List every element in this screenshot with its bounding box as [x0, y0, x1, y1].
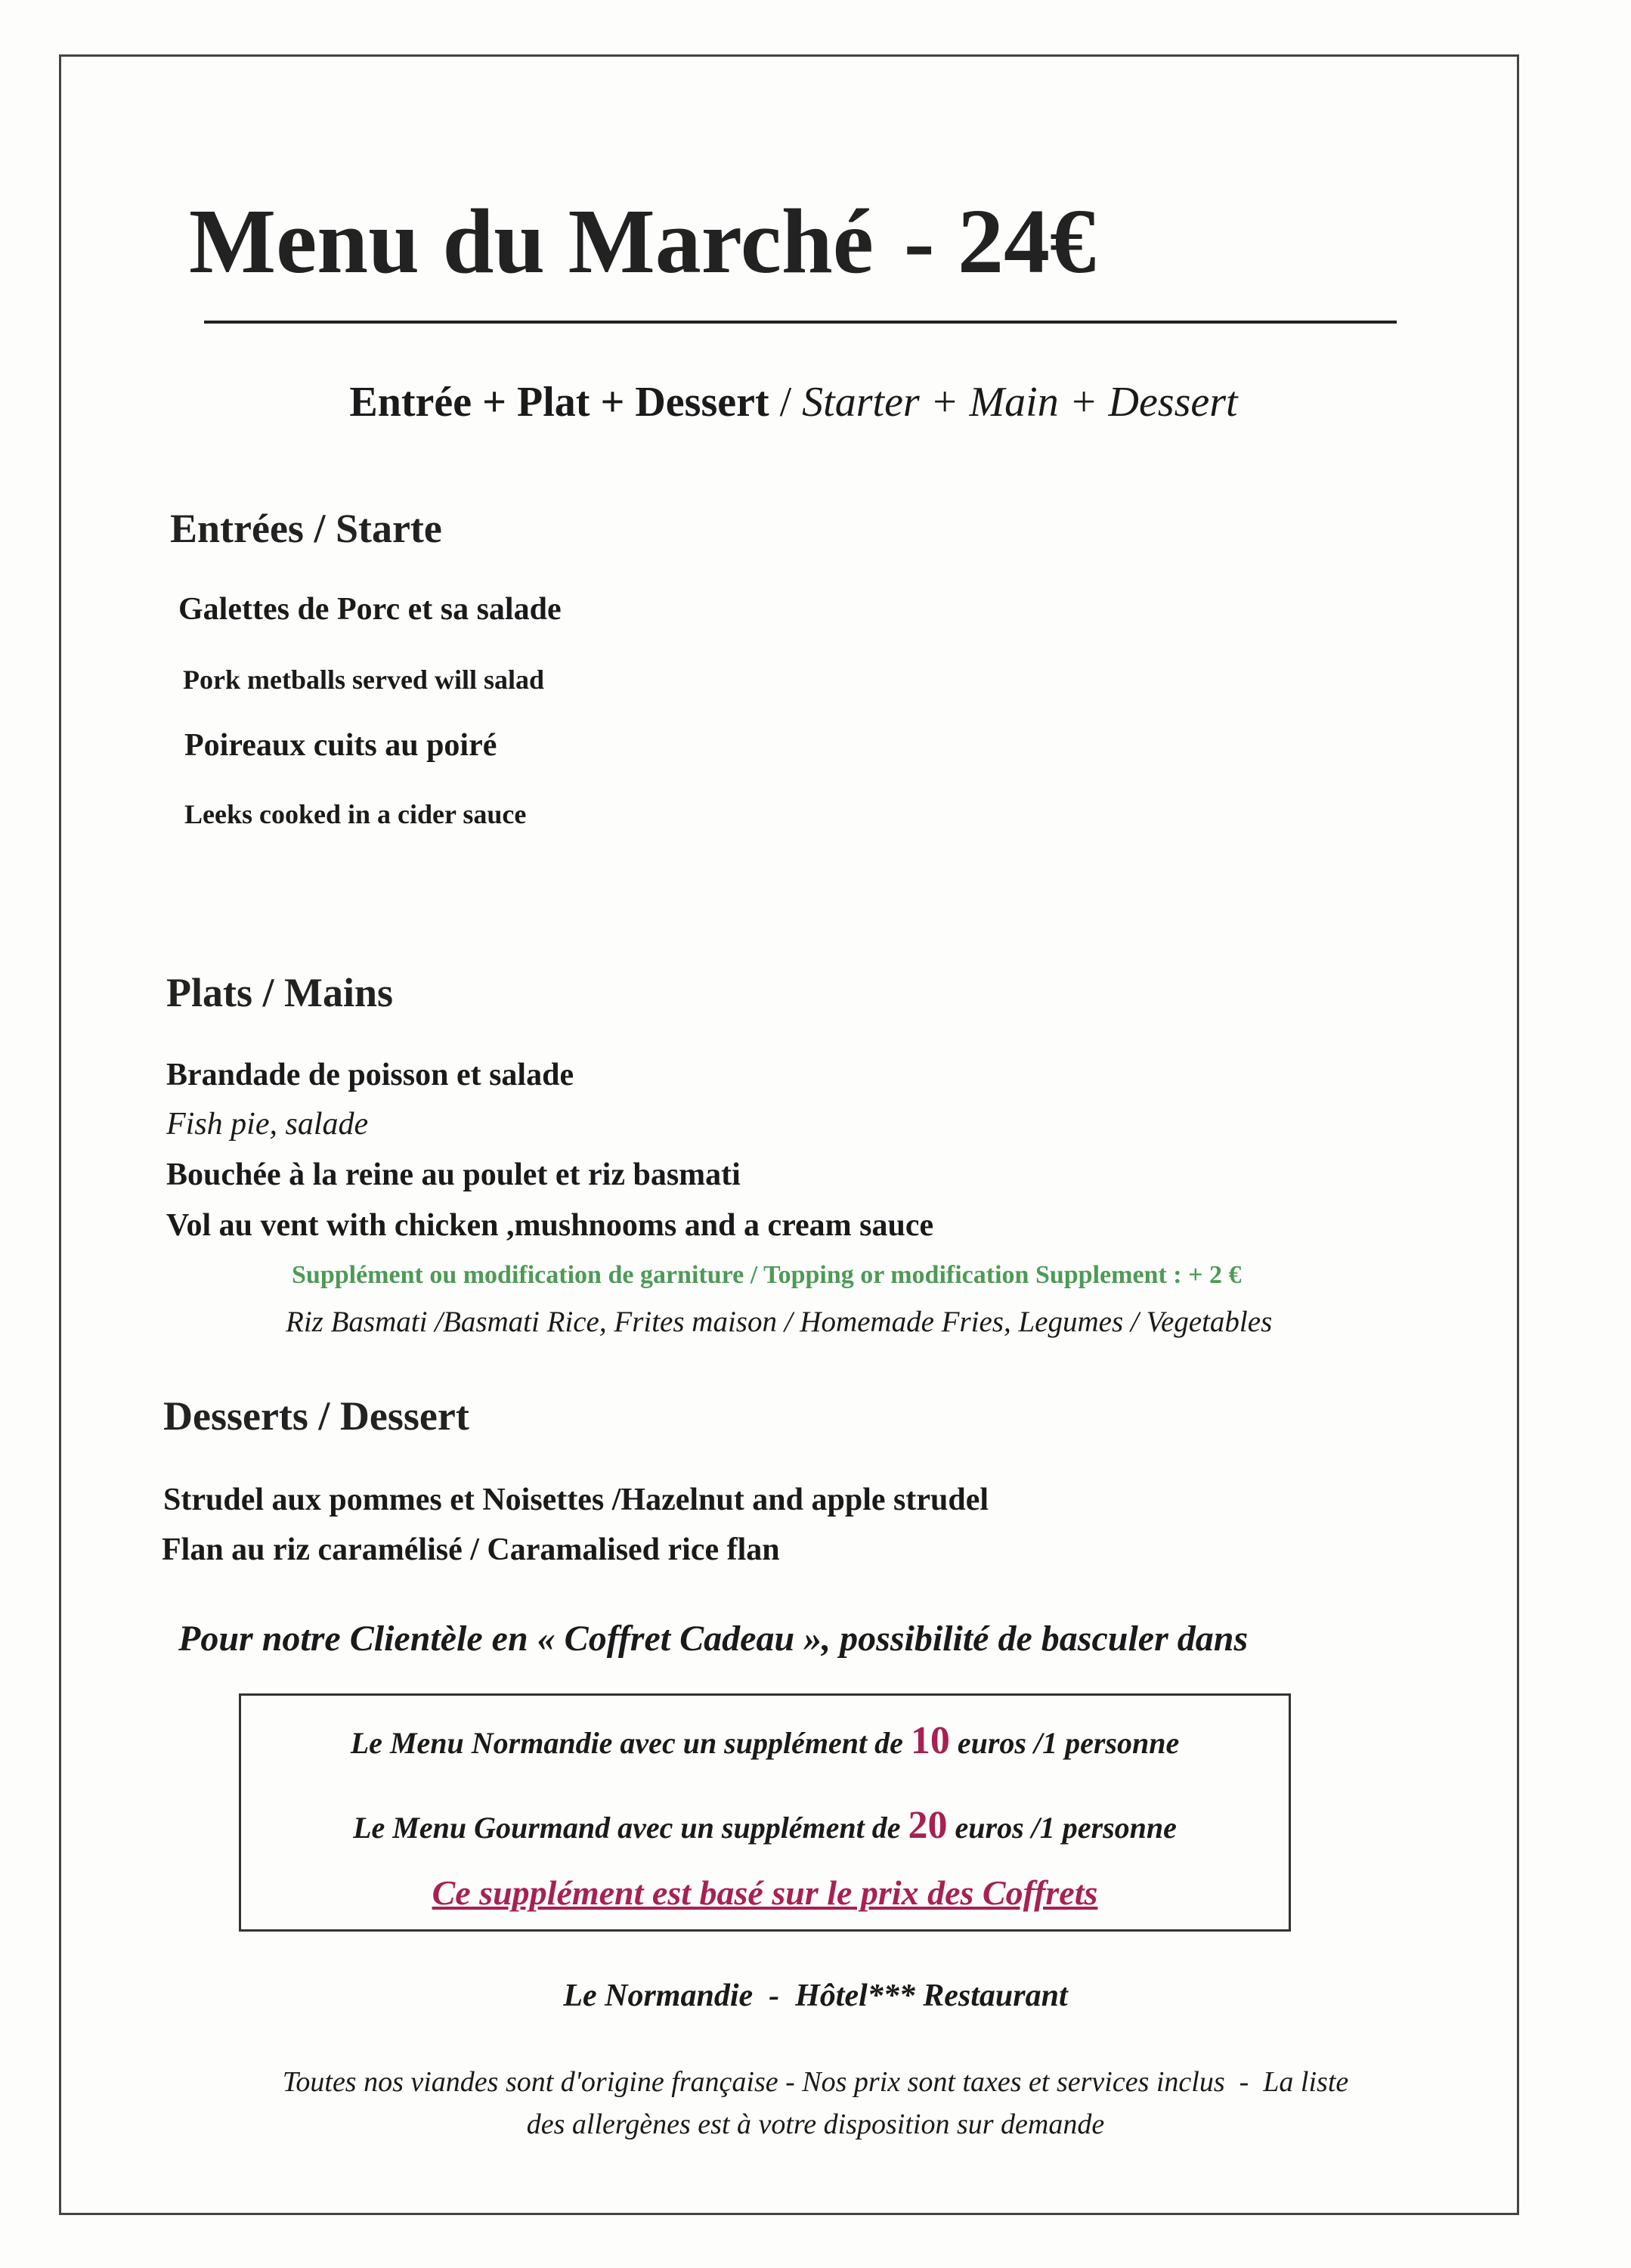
main-item-1-fr: Brandade de poisson et salade	[166, 1058, 574, 1092]
gift-line-2-text: Le Menu Gourmand avec un supplément de	[353, 1811, 901, 1845]
menu-formula	[0, 378, 1587, 426]
gift-line-1-unit: euros /1 personne	[957, 1726, 1180, 1760]
mains-heading: Plats / Mains	[166, 970, 394, 1015]
gift-line-2-amount: 20	[908, 1804, 948, 1847]
menu-title	[0, 189, 1285, 295]
desserts-heading: Desserts / Dessert	[163, 1393, 469, 1439]
legal-line-1: Toutes nos viandes sont d'origine française - Nos prix sont taxes et services inclus - La liste	[282, 2066, 1349, 2098]
gift-box	[239, 1693, 1291, 1932]
establishment-name: Le Normandie - Hôtel*** Restaurant	[563, 1978, 1068, 2013]
menu-price: - 24€	[903, 191, 1097, 293]
starter-item-2-fr: Poireaux cuits au poiré	[184, 728, 497, 763]
main-item-1-en: Fish pie, salade	[166, 1107, 369, 1142]
dessert-item-1: Strudel aux pommes et Noisettes /Hazelnut and apple strudel	[163, 1483, 989, 1517]
gift-line-1-amount: 10	[910, 1719, 950, 1762]
formula-en: Starter + Main + Dessert	[802, 379, 1238, 426]
starter-item-1-fr: Galettes de Porc et sa salade	[178, 592, 562, 627]
formula-separator: /	[779, 379, 792, 426]
starter-item-2-en: Leeks cooked in a cider sauce	[184, 799, 527, 829]
gift-line-gourmand	[241, 1803, 1289, 1848]
gift-line-2-unit: euros /1 personne	[955, 1811, 1177, 1845]
title-divider	[204, 321, 1397, 324]
starters-heading: Entrées / Starte	[170, 506, 442, 551]
main-item-2-fr: Bouchée à la reine au poulet et riz basmati	[166, 1157, 741, 1192]
gift-line-1-text: Le Menu Normandie avec un supplément de	[350, 1726, 903, 1760]
main-item-2-en: Vol au vent with chicken ,mushnooms and a cream sauce	[166, 1208, 934, 1243]
menu-title-text: Menu du Marché	[188, 191, 874, 293]
gift-intro: Pour notre Clientèle en « Coffret Cadeau », possibilité de basculer dans	[178, 1619, 1249, 1659]
legal-line-2: des allergènes est à votre disposition sur demande	[526, 2108, 1105, 2140]
dessert-item-2: Flan au riz caramélisé / Caramalised rice flan	[162, 1532, 780, 1567]
garnish-supplement-note: Supplément ou modification de garniture / Topping or modification Supplement : + 2 €	[292, 1261, 1242, 1289]
formula-fr: Entrée + Plat + Dessert	[349, 379, 769, 426]
gift-note: Ce supplément est basé sur le prix des Coffrets	[432, 1873, 1098, 1912]
garnish-options: Riz Basmati /Basmati Rice, Frites maison / Homemade Fries, Legumes / Vegetables	[286, 1306, 1273, 1338]
gift-line-normandie	[241, 1718, 1289, 1763]
starter-item-1-en: Pork metballs served will salad	[183, 665, 544, 695]
